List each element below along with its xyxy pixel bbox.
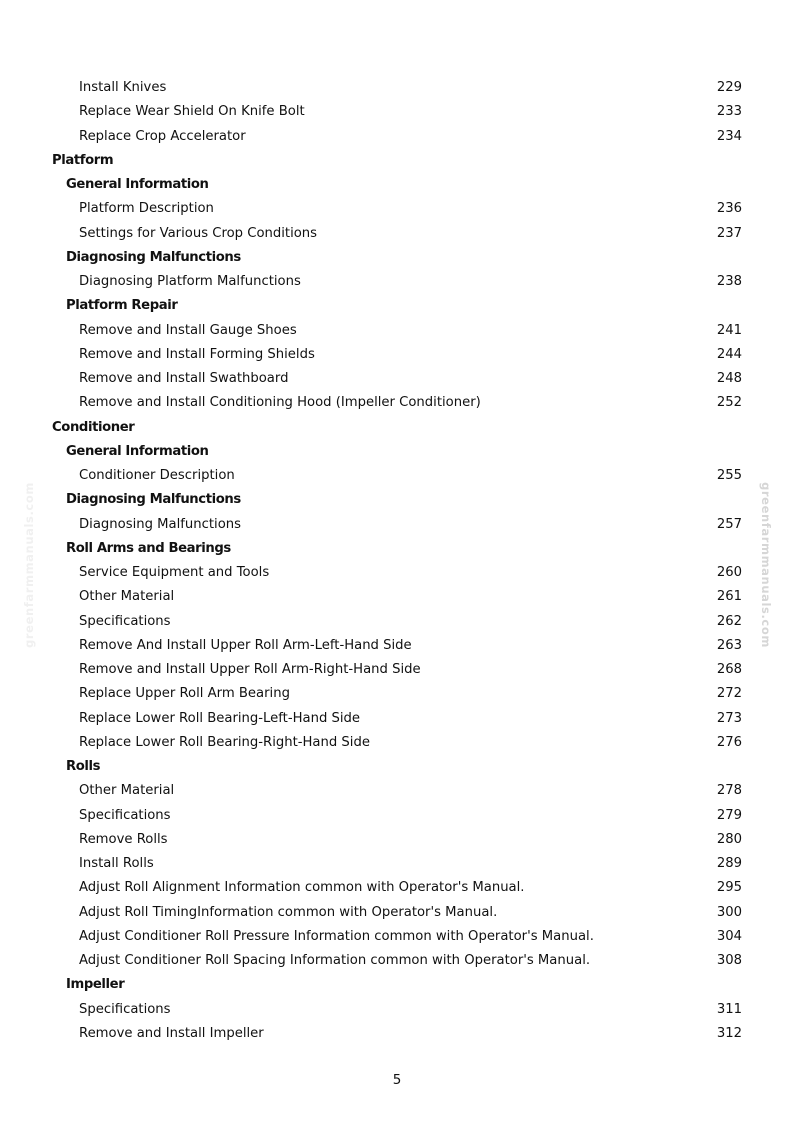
toc-entry[interactable] <box>0 658 794 682</box>
toc-entry-page-number: 308 <box>716 953 742 968</box>
toc-entry-title: Install Knives <box>79 80 167 95</box>
toc-entry-page-number: 289 <box>716 856 742 871</box>
toc-entry-title: Remove Rolls <box>79 831 168 847</box>
toc-entry[interactable] <box>0 1022 794 1046</box>
toc-entry-page-number: 241 <box>716 322 742 338</box>
watermark-left: greenfarmmanuals.com <box>22 482 36 648</box>
toc-entry-page-number: 248 <box>716 371 742 386</box>
toc-entry[interactable] <box>0 343 794 367</box>
toc-entry-page-number: 236 <box>716 201 742 217</box>
toc-entry-page-number: 295 <box>716 880 742 896</box>
toc-entry[interactable] <box>0 585 794 609</box>
toc-entry-title: Remove and Install Forming Shields <box>79 346 315 362</box>
watermark-right: greenfarmmanuals.com <box>759 482 773 648</box>
toc-entry-page-number: 238 <box>716 274 742 289</box>
toc-entry[interactable] <box>0 779 794 803</box>
toc-entry[interactable] <box>0 513 794 537</box>
toc-entry-title: Remove and Install Impeller <box>79 1025 264 1041</box>
toc-entry-title: Diagnosing Malfunctions <box>66 249 241 265</box>
toc-entry-title: Impeller <box>66 977 125 993</box>
toc-entry-title: Replace Wear Shield On Knife Bolt <box>79 104 305 120</box>
toc-entry[interactable] <box>0 125 794 149</box>
toc-subsection-heading <box>0 488 794 512</box>
toc-entry-page-number: 233 <box>716 104 742 120</box>
toc-entry-title: Diagnosing Platform Malfunctions <box>79 274 301 289</box>
table-of-contents <box>0 76 794 1046</box>
toc-entry[interactable] <box>0 707 794 731</box>
toc-entry-title: Adjust Conditioner Roll Spacing Information common with Operator's Manual. <box>79 953 591 968</box>
toc-subsection-heading <box>0 755 794 779</box>
toc-entry-title: Remove and Install Upper Roll Arm-Right-Hand Side <box>79 662 421 677</box>
toc-entry[interactable] <box>0 367 794 391</box>
toc-entry-title: Platform Description <box>79 201 214 217</box>
toc-subsection-heading <box>0 246 794 270</box>
toc-subsection-heading <box>0 294 794 318</box>
toc-entry-title: Install Rolls <box>79 856 154 871</box>
toc-entry-page-number: 237 <box>716 225 742 241</box>
toc-entry[interactable] <box>0 876 794 900</box>
toc-entry[interactable] <box>0 561 794 585</box>
toc-entry-title: Replace Crop Accelerator <box>79 128 246 144</box>
toc-entry-title: Remove and Install Gauge Shoes <box>79 322 297 338</box>
toc-entry-title: Remove and Install Conditioning Hood (Impeller Conditioner) <box>79 395 481 411</box>
toc-subsection-heading <box>0 173 794 197</box>
toc-entry[interactable] <box>0 222 794 246</box>
toc-entry[interactable] <box>0 100 794 124</box>
toc-entry-title: Adjust Roll TimingInformation common with Operator's Manual. <box>79 904 498 920</box>
toc-entry-title: Roll Arms and Bearings <box>66 540 231 556</box>
toc-entry[interactable] <box>0 901 794 925</box>
toc-entry-page-number: 272 <box>716 686 742 702</box>
toc-entry[interactable] <box>0 464 794 488</box>
toc-entry-title: Specifications <box>79 613 171 629</box>
toc-entry-title: Platform Repair <box>66 298 178 314</box>
toc-entry-title: Replace Upper Roll Arm Bearing <box>79 686 290 702</box>
toc-entry-title: Settings for Various Crop Conditions <box>79 225 318 241</box>
toc-entry-title: Specifications <box>79 807 171 823</box>
toc-entry[interactable] <box>0 319 794 343</box>
toc-entry[interactable] <box>0 731 794 755</box>
page-number: 5 <box>392 1072 402 1088</box>
toc-entry-page-number: 268 <box>716 662 742 677</box>
toc-entry[interactable] <box>0 610 794 634</box>
toc-entry-page-number: 280 <box>716 831 742 847</box>
toc-entry-page-number: 276 <box>716 734 742 750</box>
toc-entry-title: Rolls <box>66 759 101 774</box>
toc-entry-title: Replace Lower Roll Bearing-Left-Hand Side <box>79 710 361 726</box>
toc-entry-page-number: 257 <box>716 516 742 532</box>
toc-entry-page-number: 279 <box>716 807 742 823</box>
toc-entry[interactable] <box>0 634 794 658</box>
toc-entry[interactable] <box>0 391 794 415</box>
toc-entry-page-number: 255 <box>716 468 742 483</box>
toc-subsection-heading <box>0 440 794 464</box>
toc-entry-title: General Information <box>66 177 209 192</box>
toc-entry-page-number: 312 <box>716 1025 742 1041</box>
toc-entry-page-number: 311 <box>716 1001 742 1017</box>
toc-entry-page-number: 262 <box>716 613 742 629</box>
toc-entry[interactable] <box>0 682 794 706</box>
toc-entry-title: Adjust Roll Alignment Information common with Operator's Manual. <box>79 880 525 896</box>
toc-section-heading <box>0 149 794 173</box>
toc-entry[interactable] <box>0 76 794 100</box>
toc-entry[interactable] <box>0 998 794 1022</box>
toc-entry-title: Remove And Install Upper Roll Arm-Left-Hand Side <box>79 637 412 653</box>
toc-entry-title: Diagnosing Malfunctions <box>66 492 241 508</box>
toc-entry-page-number: 252 <box>716 395 742 411</box>
toc-entry[interactable] <box>0 949 794 973</box>
toc-entry-title: Platform <box>52 152 114 168</box>
toc-subsection-heading <box>0 973 794 997</box>
toc-entry-page-number: 263 <box>716 637 742 653</box>
toc-entry[interactable] <box>0 270 794 294</box>
toc-entry-page-number: 244 <box>716 346 742 362</box>
toc-entry-title: General Information <box>66 443 209 459</box>
toc-subsection-heading <box>0 537 794 561</box>
toc-entry-title: Diagnosing Malfunctions <box>79 516 242 532</box>
toc-entry-title: Specifications <box>79 1001 171 1017</box>
toc-entry-page-number: 300 <box>716 904 742 920</box>
toc-entry-title: Service Equipment and Tools <box>79 565 270 580</box>
toc-entry[interactable] <box>0 197 794 221</box>
toc-entry-page-number: 229 <box>716 80 742 95</box>
toc-entry-title: Conditioner <box>52 419 135 435</box>
toc-entry-page-number: 278 <box>716 783 742 799</box>
toc-entry-page-number: 304 <box>716 928 742 944</box>
toc-entry-title: Replace Lower Roll Bearing-Right-Hand Side <box>79 734 370 750</box>
toc-entry[interactable] <box>0 804 794 828</box>
toc-section-heading <box>0 416 794 440</box>
toc-entry-title: Adjust Conditioner Roll Pressure Information common with Operator's Manual. <box>79 928 594 944</box>
toc-entry-page-number: 273 <box>716 710 742 726</box>
toc-entry-page-number: 260 <box>716 565 742 580</box>
toc-entry-title: Other Material <box>79 589 175 605</box>
toc-entry[interactable] <box>0 852 794 876</box>
toc-entry[interactable] <box>0 828 794 852</box>
toc-entry-title: Remove and Install Swathboard <box>79 371 289 386</box>
toc-entry-title: Other Material <box>79 783 175 799</box>
toc-entry-title: Conditioner Description <box>79 468 235 483</box>
toc-entry-page-number: 234 <box>716 128 742 144</box>
toc-entry-page-number: 261 <box>716 589 742 605</box>
toc-entry[interactable] <box>0 925 794 949</box>
